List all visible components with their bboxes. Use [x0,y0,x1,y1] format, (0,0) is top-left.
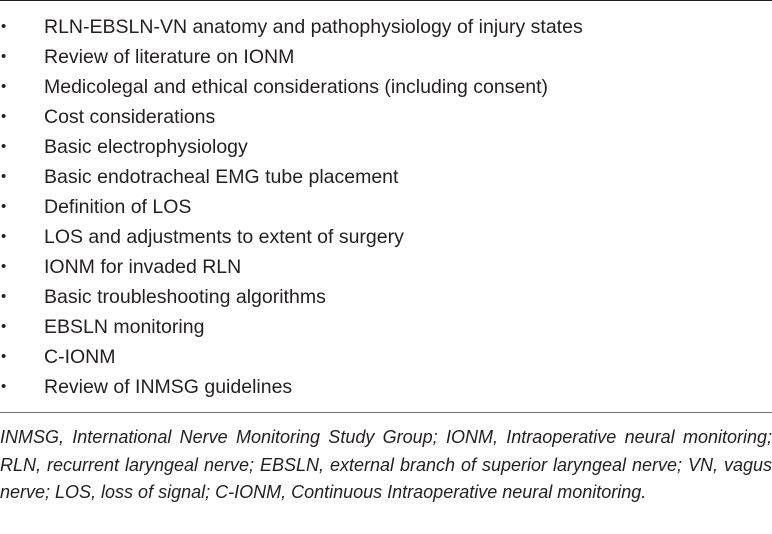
list-item-text: Medicolegal and ethical considerations (including consent) [44,76,549,98]
list-item [0,162,772,192]
bullet-icon: • [1,318,7,335]
table-footnote: INMSG, International Nerve Monitoring Study Group; IONM, Intraoperative neural monitoring; RLN, recurrent laryngeal nerve; EBSLN, external branch of superior laryngeal nerve; VN, vagus nerve; LOS, loss of signal; C-IONM, Continuous Intraoperative neural monitoring. [0,427,772,502]
bullet-icon: • [1,18,7,35]
bullet-icon: • [1,258,7,275]
list-item-text: RLN-EBSLN-VN anatomy and pathophysiology of injury states [44,16,583,38]
list-item-text: Definition of LOS [44,196,192,218]
list-item [0,12,772,42]
bullet-icon: • [1,348,7,365]
bullet-icon: • [1,138,7,155]
list-item-text: IONM for invaded RLN [44,256,242,278]
list-item-text: Review of INMSG guidelines [44,376,293,398]
table-top-rule [0,0,772,1]
list-item-text: Basic endotracheal EMG tube placement [44,166,399,188]
list-item-text: Review of literature on IONM [44,46,295,68]
list-item [0,72,772,102]
list-item-text: Basic troubleshooting algorithms [44,286,326,308]
bullet-icon: • [1,108,7,125]
list-item [0,102,772,132]
list-item-text: Basic electrophysiology [44,136,248,158]
list-item [0,252,772,282]
list-item [0,42,772,72]
list-item [0,372,772,402]
list-item-text: C-IONM [44,346,116,368]
bullet-icon: • [1,168,7,185]
bullet-icon: • [1,198,7,215]
bullet-icon: • [1,288,7,305]
list-item-text: LOS and adjustments to extent of surgery [44,226,404,248]
list-item [0,192,772,222]
footnote-divider [0,412,772,413]
list-item-text: EBSLN monitoring [44,316,205,338]
list-item [0,222,772,252]
list-item [0,282,772,312]
topic-list [0,12,772,402]
list-item [0,342,772,372]
bullet-icon: • [1,228,7,245]
bullet-icon: • [1,48,7,65]
list-item-text: Cost considerations [44,106,216,128]
bullet-icon: • [1,78,7,95]
list-item [0,132,772,162]
list-item [0,312,772,342]
bullet-icon: • [1,378,7,395]
